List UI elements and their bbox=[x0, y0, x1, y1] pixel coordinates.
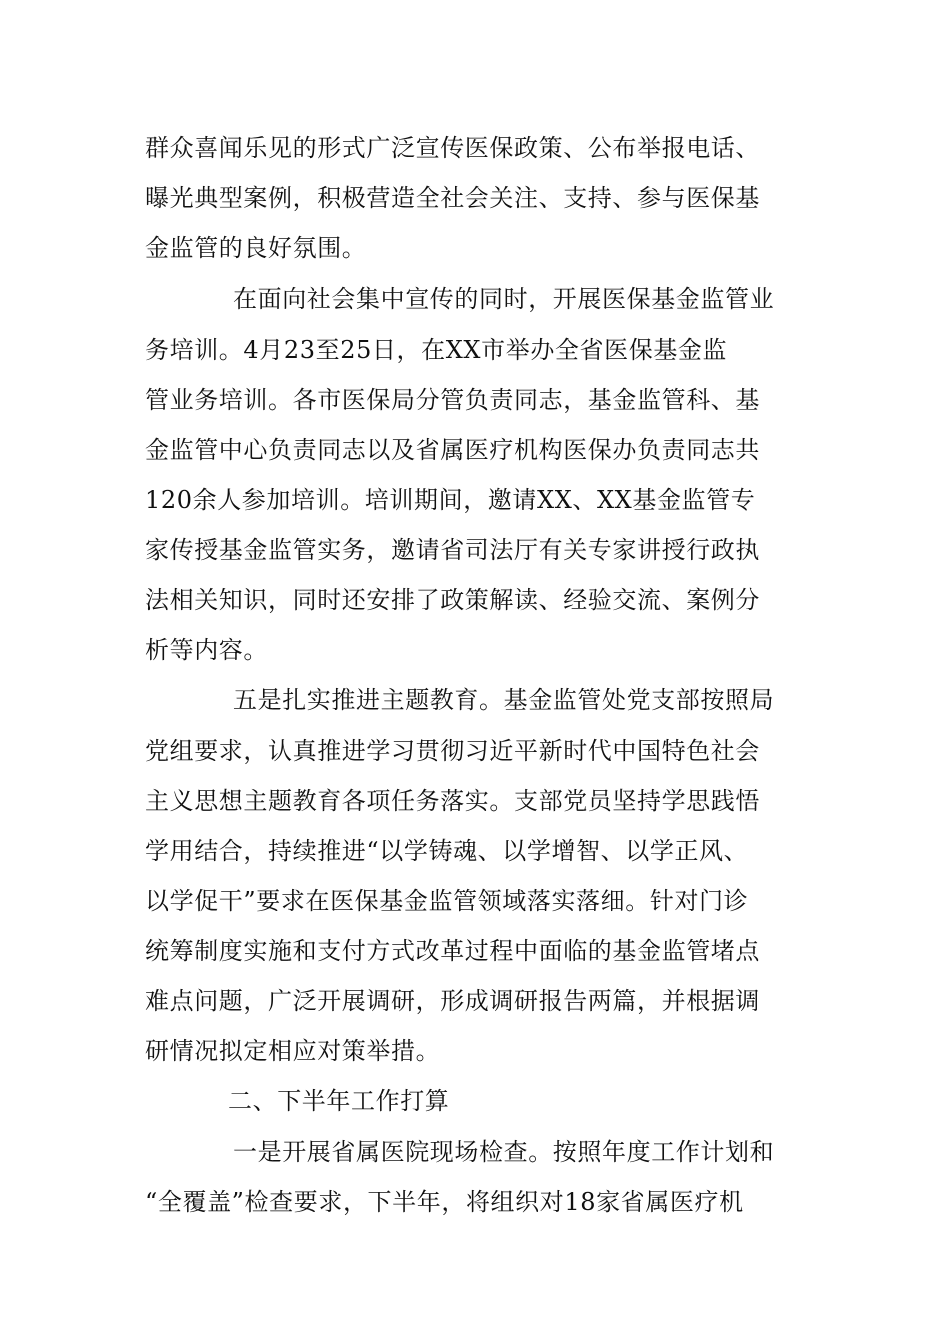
text-line: 析等内容。 bbox=[145, 636, 268, 664]
text-line: 曝光典型案例，积极营造全社会关注、支持、参与医保基 bbox=[145, 184, 760, 212]
text-line: 学用结合，持续推进“以学铸魂、以学增智、以学正风、 bbox=[145, 837, 749, 865]
text-line: 120余人参加培训。培训期间，邀请XX、XX基金监管专 bbox=[145, 486, 756, 514]
paragraph-first-line: 一是开展省属医院现场检查。按照年度工作计划和 bbox=[233, 1138, 775, 1166]
text-line: 金监管中心负责同志以及省属医疗机构医保办负责同志共 bbox=[145, 436, 760, 464]
text-line: 金监管的良好氛围。 bbox=[145, 234, 367, 262]
text-line: 群众喜闻乐见的形式广泛宣传医保政策、公布举报电话、 bbox=[145, 134, 760, 162]
text-line: 务培训。4月23至25日，在XX市举办全省医保基金监 bbox=[145, 336, 728, 364]
text-line: 法相关知识，同时还安排了政策解读、经验交流、案例分 bbox=[145, 586, 760, 614]
text-line: 党组要求，认真推进学习贯彻习近平新时代中国特色社会 bbox=[145, 737, 760, 765]
text-line: 以学促干”要求在医保基金监管领域落实落细。针对门诊 bbox=[145, 887, 749, 915]
text-line: 难点问题，广泛开展调研，形成调研报告两篇，并根据调 bbox=[145, 987, 760, 1015]
paragraph-first-line: 五是扎实推进主题教育。基金监管处党支部按照局 bbox=[233, 686, 775, 714]
text-line: 管业务培训。各市医保局分管负责同志，基金监管科、基 bbox=[145, 386, 760, 414]
text-line: 主义思想主题教育各项任务落实。支部党员坚持学思践悟 bbox=[145, 787, 760, 815]
text-line: “全覆盖”检查要求，下半年，将组织对18家省属医疗机 bbox=[145, 1188, 744, 1216]
paragraph-first-line: 在面向社会集中宣传的同时，开展医保基金监管业 bbox=[233, 285, 775, 313]
section-heading: 二、下半年工作打算 bbox=[228, 1087, 450, 1115]
text-line: 统筹制度实施和支付方式改革过程中面临的基金监管堵点 bbox=[145, 937, 760, 965]
text-line: 研情况拟定相应对策举措。 bbox=[145, 1037, 441, 1065]
text-line: 家传授基金监管实务，邀请省司法厅有关专家讲授行政执 bbox=[145, 536, 760, 564]
